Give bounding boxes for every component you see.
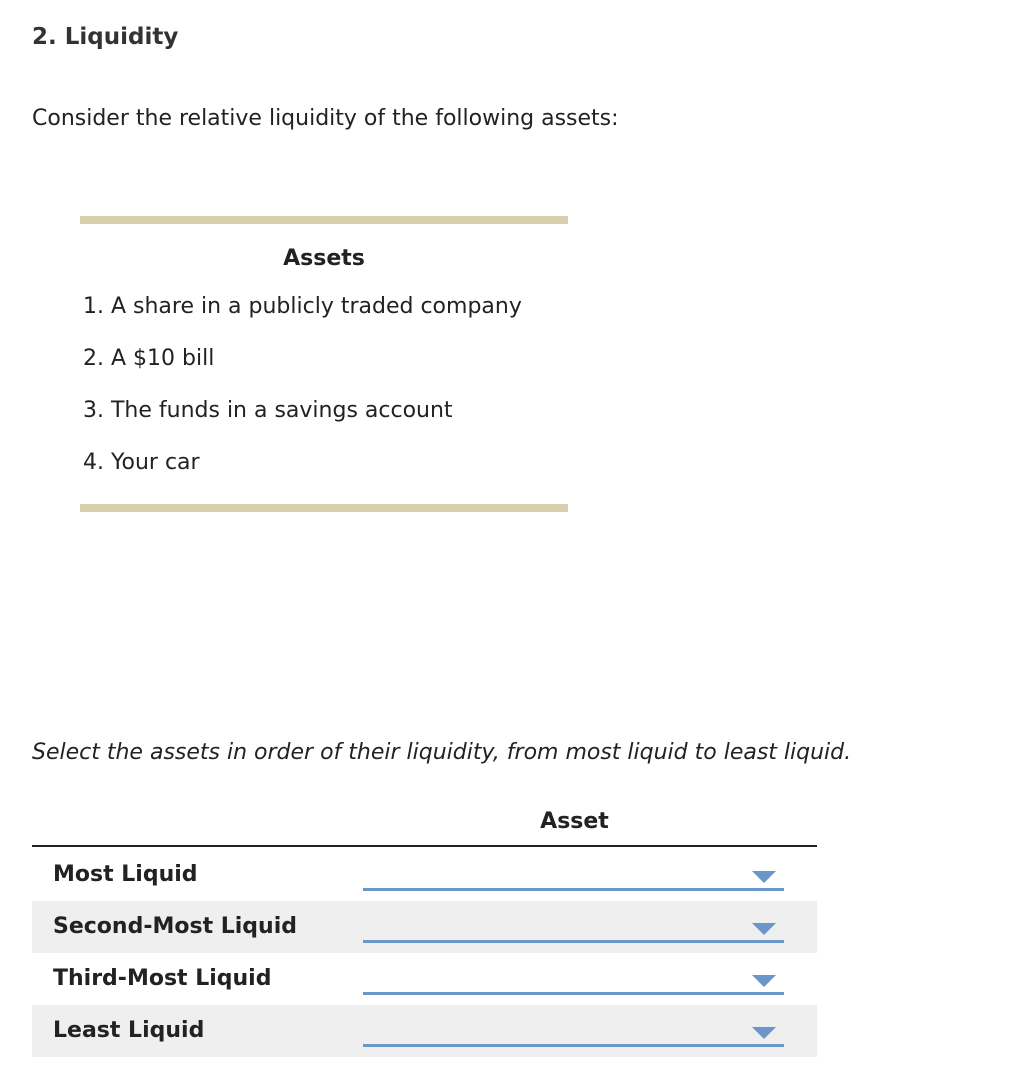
dropdown-arrow-icon[interactable] bbox=[752, 871, 776, 883]
dropdown-arrow-icon[interactable] bbox=[752, 975, 776, 987]
assets-heading: Assets bbox=[283, 246, 365, 271]
asset-item-4: 4. Your car bbox=[83, 450, 200, 475]
asset-item-2: 2. A $10 bill bbox=[83, 346, 215, 371]
asset-item-1: 1. A share in a publicly traded company bbox=[83, 294, 522, 319]
asset-column-header: Asset bbox=[540, 809, 609, 834]
assets-top-rule bbox=[80, 216, 568, 224]
answer-row-second-most-liquid bbox=[32, 901, 817, 953]
most-liquid-dropdown[interactable] bbox=[363, 857, 784, 891]
dropdown-arrow-icon[interactable] bbox=[752, 923, 776, 935]
row-label-least-liquid: Least Liquid bbox=[53, 1018, 205, 1043]
instruction-text: Select the assets in order of their liquidity, from most liquid to least liquid. bbox=[32, 740, 852, 765]
dropdown-arrow-icon[interactable] bbox=[752, 1027, 776, 1039]
assets-table bbox=[80, 216, 568, 512]
asset-item-3: 3. The funds in a savings account bbox=[83, 398, 453, 423]
third-most-liquid-dropdown[interactable] bbox=[363, 961, 784, 995]
second-most-liquid-dropdown[interactable] bbox=[363, 909, 784, 943]
answer-row-third-most-liquid bbox=[32, 953, 817, 1005]
header-rule bbox=[32, 845, 817, 847]
answer-row-least-liquid bbox=[32, 1005, 817, 1057]
assets-bottom-rule bbox=[80, 504, 568, 512]
least-liquid-dropdown[interactable] bbox=[363, 1013, 784, 1047]
question-intro: Consider the relative liquidity of the following assets: bbox=[32, 106, 619, 131]
answer-row-most-liquid bbox=[32, 849, 817, 901]
row-label-second-most-liquid: Second-Most Liquid bbox=[53, 914, 297, 939]
row-label-most-liquid: Most Liquid bbox=[53, 862, 198, 887]
row-label-third-most-liquid: Third-Most Liquid bbox=[53, 966, 272, 991]
question-title: 2. Liquidity bbox=[32, 24, 179, 50]
